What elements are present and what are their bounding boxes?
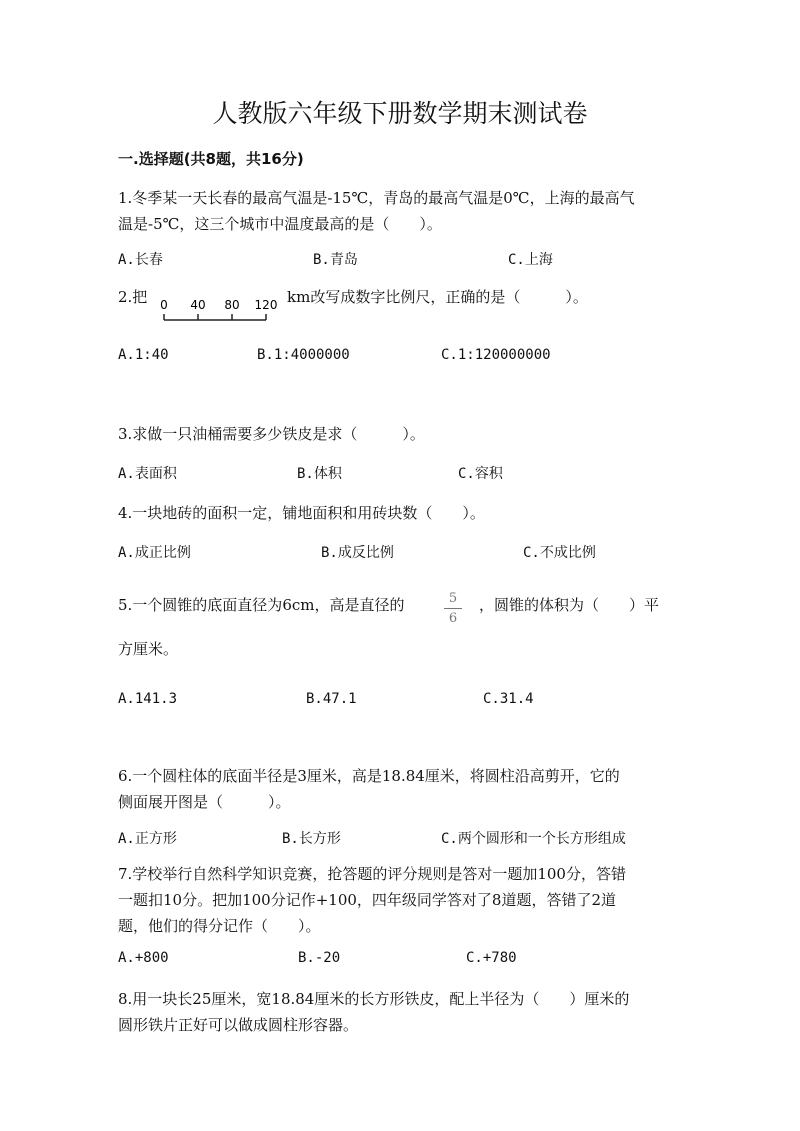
question-6-line-1: 6.一个圆柱体的底面半径是3厘米，高是18.84厘米，将圆柱沿高剪开，它的 xyxy=(118,767,620,785)
question-1-option-c[interactable]: C.上海 xyxy=(508,252,553,268)
question-7-line-1: 7.学校举行自然科学知识竞赛，抢答题的评分规则是答对一题加100分，答错 xyxy=(118,865,626,883)
question-6-option-c[interactable]: C.两个圆形和一个长方形组成 xyxy=(441,831,626,847)
question-2-option-b[interactable]: B.1:4000000 xyxy=(257,347,350,363)
question-1-line-2: 温是-5℃，这三个城市中温度最高的是（ ）。 xyxy=(118,215,442,233)
question-7-option-b[interactable]: B.-20 xyxy=(298,950,341,966)
question-7-line-2: 一题扣10分。把加100分记作+100，四年级同学答对了8道题，答错了2道 xyxy=(118,891,617,909)
question-3-option-a[interactable]: A.表面积 xyxy=(118,466,177,482)
question-5-option-b[interactable]: B.47.1 xyxy=(306,691,357,707)
scale-bar-figure xyxy=(156,293,284,325)
question-4-option-c[interactable]: C.不成比例 xyxy=(523,545,596,561)
question-6-option-a[interactable]: A.正方形 xyxy=(118,831,177,847)
question-2-suffix: km改写成数字比例尺，正确的是（ ）。 xyxy=(287,288,588,306)
question-5-text-b: ，圆锥的体积为（ ）平 xyxy=(479,596,660,614)
question-5-option-c[interactable]: C.31.4 xyxy=(483,691,534,707)
question-5-text-a: 5.一个圆锥的底面直径为6cm，高是直径的 xyxy=(118,596,405,614)
question-6-line-2: 侧面展开图是（ ）。 xyxy=(118,793,291,811)
fraction-numerator: 5 xyxy=(448,591,458,606)
fraction-denominator: 6 xyxy=(448,611,458,626)
question-1-option-a[interactable]: A.长春 xyxy=(118,252,163,268)
scale-label-40: 40 xyxy=(190,298,206,312)
question-1-option-b[interactable]: B.青岛 xyxy=(313,252,358,268)
fraction-five-sixths xyxy=(442,590,464,627)
question-8-line-1: 8.用一块长25厘米，宽18.84厘米的长方形铁皮，配上半径为（ ）厘米的 xyxy=(118,990,630,1008)
question-8-line-2: 圆形铁片正好可以做成圆柱形容器。 xyxy=(118,1016,359,1034)
question-4-text: 4.一块地砖的面积一定，铺地面积和用砖块数（ ）。 xyxy=(118,504,485,522)
question-4-option-a[interactable]: A.成正比例 xyxy=(118,545,191,561)
section-heading: 一.选择题(共8题，共16分) xyxy=(118,150,304,168)
scale-label-120: 120 xyxy=(254,298,278,312)
question-2-option-a[interactable]: A.1:40 xyxy=(118,347,169,363)
page-title: 人教版六年级下册数学期末测试卷 xyxy=(212,99,588,128)
question-7-option-c[interactable]: C.+780 xyxy=(466,950,517,966)
question-5-line-2: 方厘米。 xyxy=(118,640,179,658)
scale-label-80: 80 xyxy=(224,298,240,312)
question-5-option-a[interactable]: A.141.3 xyxy=(118,691,178,707)
question-1-line-1: 1.冬季某一天长春的最高气温是-15℃，青岛的最高气温是0℃，上海的最高气 xyxy=(118,189,635,207)
question-2-option-c[interactable]: C.1:120000000 xyxy=(441,347,551,363)
question-4-option-b[interactable]: B.成反比例 xyxy=(321,545,394,561)
question-2-prefix: 2.把 xyxy=(118,288,148,306)
question-3-option-b[interactable]: B.体积 xyxy=(297,466,342,482)
question-3-text: 3.求做一只油桶需要多少铁皮是求（ ）。 xyxy=(118,425,425,443)
scale-label-0: 0 xyxy=(160,298,168,312)
question-7-line-3: 题，他们的得分记作（ ）。 xyxy=(118,917,321,935)
question-6-option-b[interactable]: B.长方形 xyxy=(282,831,341,847)
fraction-bar xyxy=(444,608,462,609)
question-3-option-c[interactable]: C.容积 xyxy=(458,466,503,482)
question-7-option-a[interactable]: A.+800 xyxy=(118,950,169,966)
